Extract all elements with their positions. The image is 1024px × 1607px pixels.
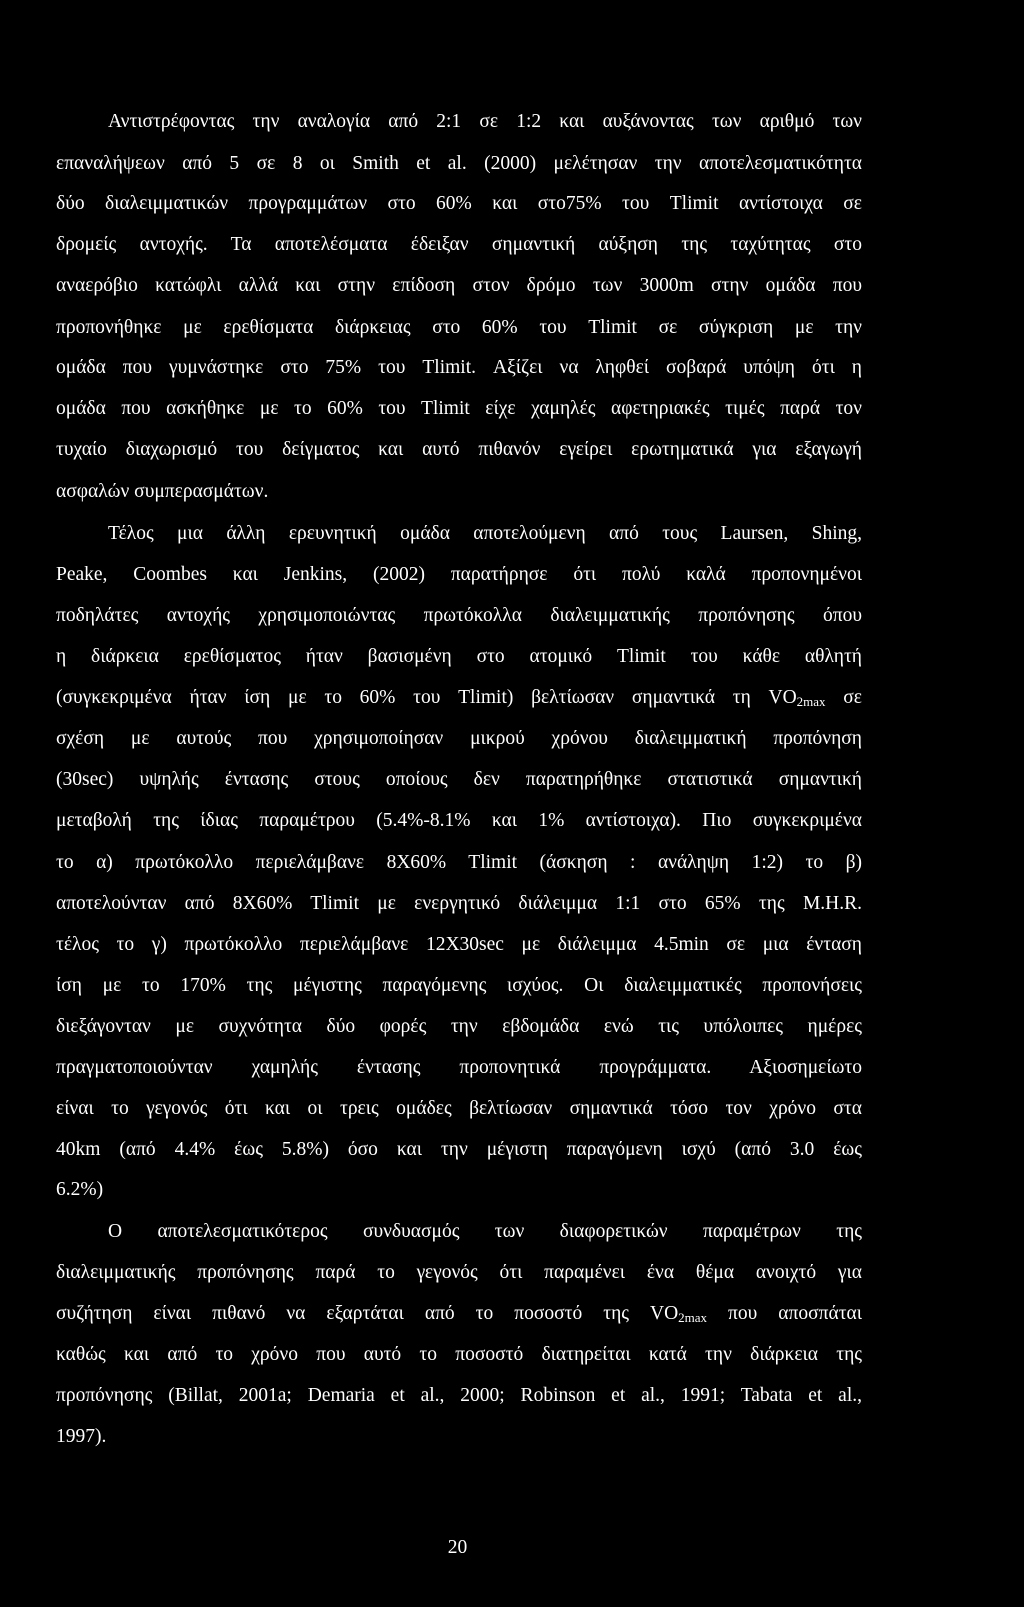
paragraph-2-line-3: ποδηλάτες αντοχής χρησιμοποιώντας πρωτόκολλα διαλειμματικής προπόνησης όπου [56,605,862,626]
paragraph-3-line-4: καθώς και από το χρόνο που αυτό το ποσοστό διατηρείται κατά την διάρκεια της [56,1344,862,1365]
paragraph-2-line-16: 40km (από 4.4% έως 5.8%) όσο και την μέγιστη παραγόμενη ισχύ (από 3.0 έως [56,1139,862,1160]
paragraph-2-line-7: (30sec) υψηλής έντασης στους οποίους δεν παρατηρήθηκε στατιστικά σημαντική [56,769,862,790]
paragraph-1-line-10: ασφαλών συμπερασμάτων. [56,481,269,502]
paragraph-2-line-2: Peake, Coombes και Jenkins, (2002) παρατήρησε ότι πολύ καλά προπονημένοι [56,564,862,585]
paragraph-2-line-5-text-before: (συγκεκριμένα ήταν ίση με το 60% του Tlimit) βελτίωσαν σημαντικά τη VO [56,687,797,708]
paragraph-3-line-5: προπόνησης (Billat, 2001a; Demaria et al., 2000; Robinson et al., 1991; Tabata et al., [56,1385,862,1406]
paragraph-1-line-4: δρομείς αντοχής. Τα αποτελέσματα έδειξαν σημαντική αύξηση της ταχύτητας στο [56,234,862,255]
paragraph-1-line-7: ομάδα που γυμνάστηκε στο 75% του Tlimit. Αξίζει να ληφθεί σοβαρά υπόψη ότι η [56,357,862,378]
paragraph-2-line-11: τέλος το γ) πρωτόκολλο περιελάμβανε 12X30sec με διάλειμμα 4.5min σε μια ένταση [56,934,862,955]
paragraph-2-line-10: αποτελούνταν από 8X60% Tlimit με ενεργητικό διάλειμμα 1:1 στο 65% της M.H.R. [56,893,862,914]
paragraph-2-line-4: η διάρκεια ερεθίσματος ήταν βασισμένη στο ατομικό Tlimit του κάθε αθλητή [56,646,862,667]
paragraph-2-line-13: διεξάγονταν με συχνότητα δύο φορές την εβδομάδα ενώ τις υπόλοιπες ημέρες [56,1016,862,1037]
paragraph-1-line-9: τυχαίο διαχωρισμό του δείγματος και αυτό πιθανόν εγείρει ερωτηματικά για εξαγωγή [56,439,862,460]
paragraph-2-line-15: είναι το γεγονός ότι και οι τρεις ομάδες βελτίωσαν σημαντικά τόσο τον χρόνο στα [56,1098,862,1119]
paragraph-1-line-8: ομάδα που ασκήθηκε με το 60% του Tlimit είχε χαμηλές αφετηριακές τιμές παρά τον [56,398,862,419]
paragraph-2-line-5-text-after: σε [825,687,862,708]
paragraph-3-line-3-text-after: που αποσπάται [707,1303,862,1324]
paragraph-2-line-9: το α) πρωτόκολλο περιελάμβανε 8X60% Tlimit (άσκηση : ανάληψη 1:2) το β) [56,852,862,873]
paragraph-2-line-14: πραγματοποιούνταν χαμηλής έντασης προπονητικά προγράμματα. Αξιοσημείωτο [56,1057,862,1078]
paragraph-3-line-3-text-before: συζήτηση είναι πιθανό να εξαρτάται από το ποσοστό της VO [56,1303,679,1324]
paragraph-2-line-5 [56,686,862,710]
paragraph-2-line-1: Τέλος μια άλλη ερευνητική ομάδα αποτελούμενη από τους Laursen, Shing, [108,523,862,544]
paragraph-1-line-5: αναερόβιο κατώφλι αλλά και στην επίδοση στον δρόμο των 3000m στην ομάδα που [56,275,862,296]
vo2max-subscript: 2max [678,1310,708,1325]
paragraph-1-line-2: επαναλήψεων από 5 σε 8 οι Smith et al. (2000) μελέτησαν την αποτελεσματικότητα [56,153,862,174]
paragraph-2-line-17: 6.2%) [56,1179,104,1200]
paragraph-3-line-3 [56,1302,862,1326]
paragraph-3-line-6: 1997). [56,1426,107,1447]
paragraph-2-line-6: σχέση με αυτούς που χρησιμοποίησαν μικρού χρόνου διαλειμματική προπόνηση [56,728,862,749]
paragraph-1-line-3: δύο διαλειμματικών προγραμμάτων στο 60% και στο75% του Tlimit αντίστοιχα σε [56,193,862,214]
paragraph-3-line-1: Ο αποτελεσματικότερος συνδυασμός των διαφορετικών παραμέτρων της [108,1221,862,1242]
paragraph-2-line-12: ίση με το 170% της μέγιστης παραγόμενης ισχύος. Οι διαλειμματικές προπονήσεις [56,975,862,996]
paragraph-2-line-8: μεταβολή της ίδιας παραμέτρου (5.4%-8.1% και 1% αντίστοιχα). Πιο συγκεκριμένα [56,810,862,831]
paragraph-3-line-2: διαλειμματικής προπόνησης παρά το γεγονός ότι παραμένει ένα θέμα ανοιχτό για [56,1262,862,1283]
paragraph-1-line-6: προπονήθηκε με ερεθίσματα διάρκειας στο 60% του Tlimit σε σύγκριση με την [56,317,862,338]
page-number: 20 [447,1537,468,1558]
paragraph-1-line-1: Αντιστρέφοντας την αναλογία από 2:1 σε 1:2 και αυξάνοντας των αριθμό των [108,111,862,132]
vo2max-subscript: 2max [796,694,826,709]
